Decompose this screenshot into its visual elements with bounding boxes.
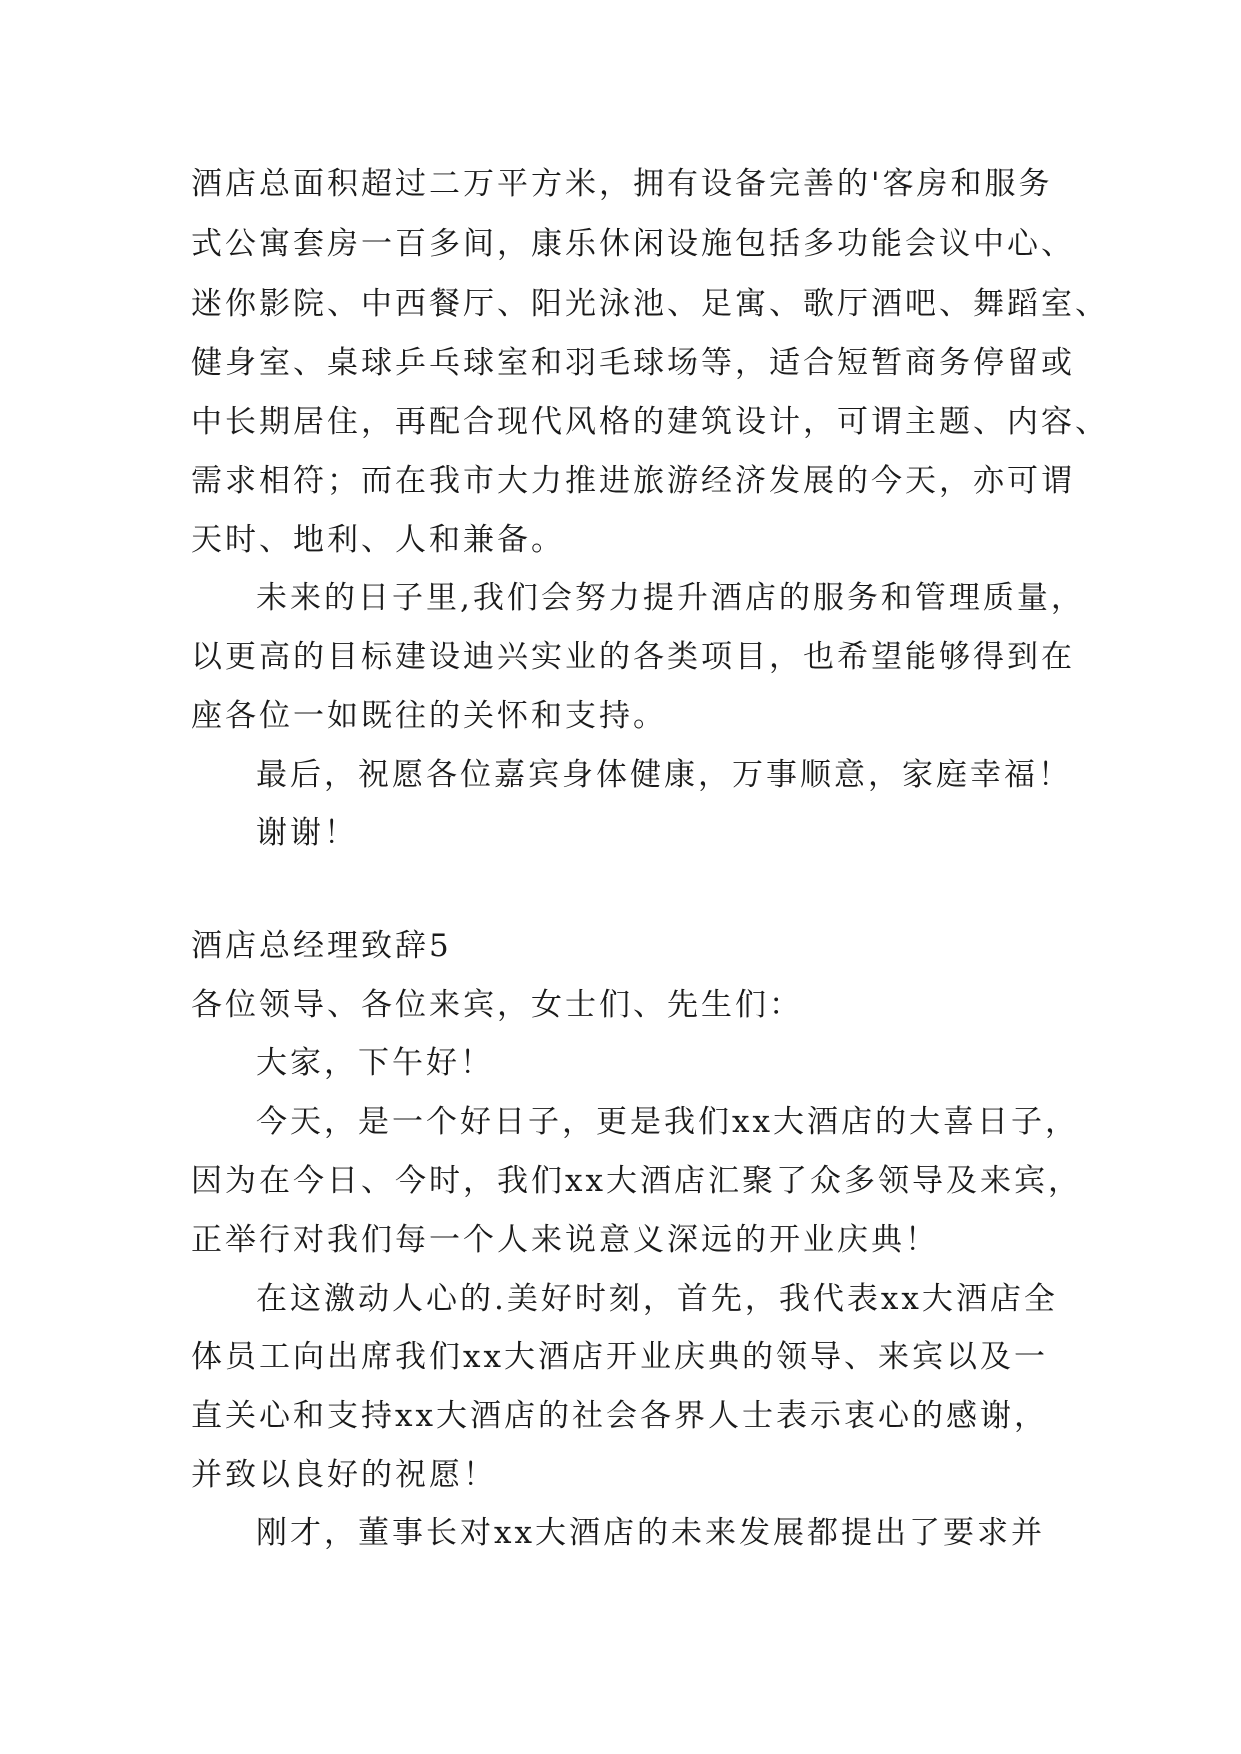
paragraph-line: 并致以良好的祝愿！ [191, 1457, 497, 1493]
paragraph-line: 需求相符；而在我市大力推进旅游经济发展的今天，亦可谓 [191, 463, 1075, 499]
thanks-line: 谢谢！ [256, 815, 358, 851]
paragraph-line: 今天，是一个好日子，更是我们xx大酒店的大喜日子， [256, 1104, 1079, 1140]
paragraph-line: 健身室、桌球乒乓球室和羽毛球场等，适合短暂商务停留或 [191, 345, 1075, 381]
paragraph-line: 未来的日子里,我们会努力提升酒店的服务和管理质量， [256, 580, 1085, 616]
paragraph-line: 迷你影院、中西餐厅、阳光泳池、足寓、歌厅酒吧、舞蹈室、 [191, 286, 1109, 322]
greeting: 大家，下午好！ [256, 1045, 494, 1081]
section-title: 酒店总经理致辞5 [191, 928, 452, 964]
paragraph-line: 直关心和支持xx大酒店的社会各界人士表示衷心的感谢， [191, 1398, 1048, 1434]
paragraph-line: 刚才，董事长对xx大酒店的未来发展都提出了要求并 [256, 1515, 1045, 1551]
paragraph-line: 座各位一如既往的关怀和支持。 [191, 698, 667, 734]
paragraph-line: 因为在今日、今时，我们xx大酒店汇聚了众多领导及来宾， [191, 1163, 1082, 1199]
paragraph-line: 以更高的目标建设迪兴实业的各类项目，也希望能够得到在 [191, 639, 1075, 675]
paragraph-line: 中长期居住，再配合现代风格的建筑设计，可谓主题、内容、 [191, 404, 1109, 440]
closing-wishes: 最后，祝愿各位嘉宾身体健康，万事顺意，家庭幸福！ [256, 757, 1072, 793]
paragraph-line: 体员工向出席我们xx大酒店开业庆典的领导、来宾以及一 [191, 1339, 1048, 1375]
paragraph-line: 正举行对我们每一个人来说意义深远的开业庆典！ [191, 1222, 939, 1258]
paragraph-line: 天时、地利、人和兼备。 [191, 522, 565, 558]
salutation: 各位领导、各位来宾，女士们、先生们： [191, 987, 803, 1023]
paragraph-line: 酒店总面积超过二万平方米，拥有设备完善的'客房和服务 [191, 166, 1053, 202]
paragraph-line: 式公寓套房一百多间，康乐休闲设施包括多功能会议中心、 [191, 226, 1075, 262]
paragraph-line: 在这激动人心的.美好时刻，首先，我代表xx大酒店全 [256, 1281, 1058, 1317]
